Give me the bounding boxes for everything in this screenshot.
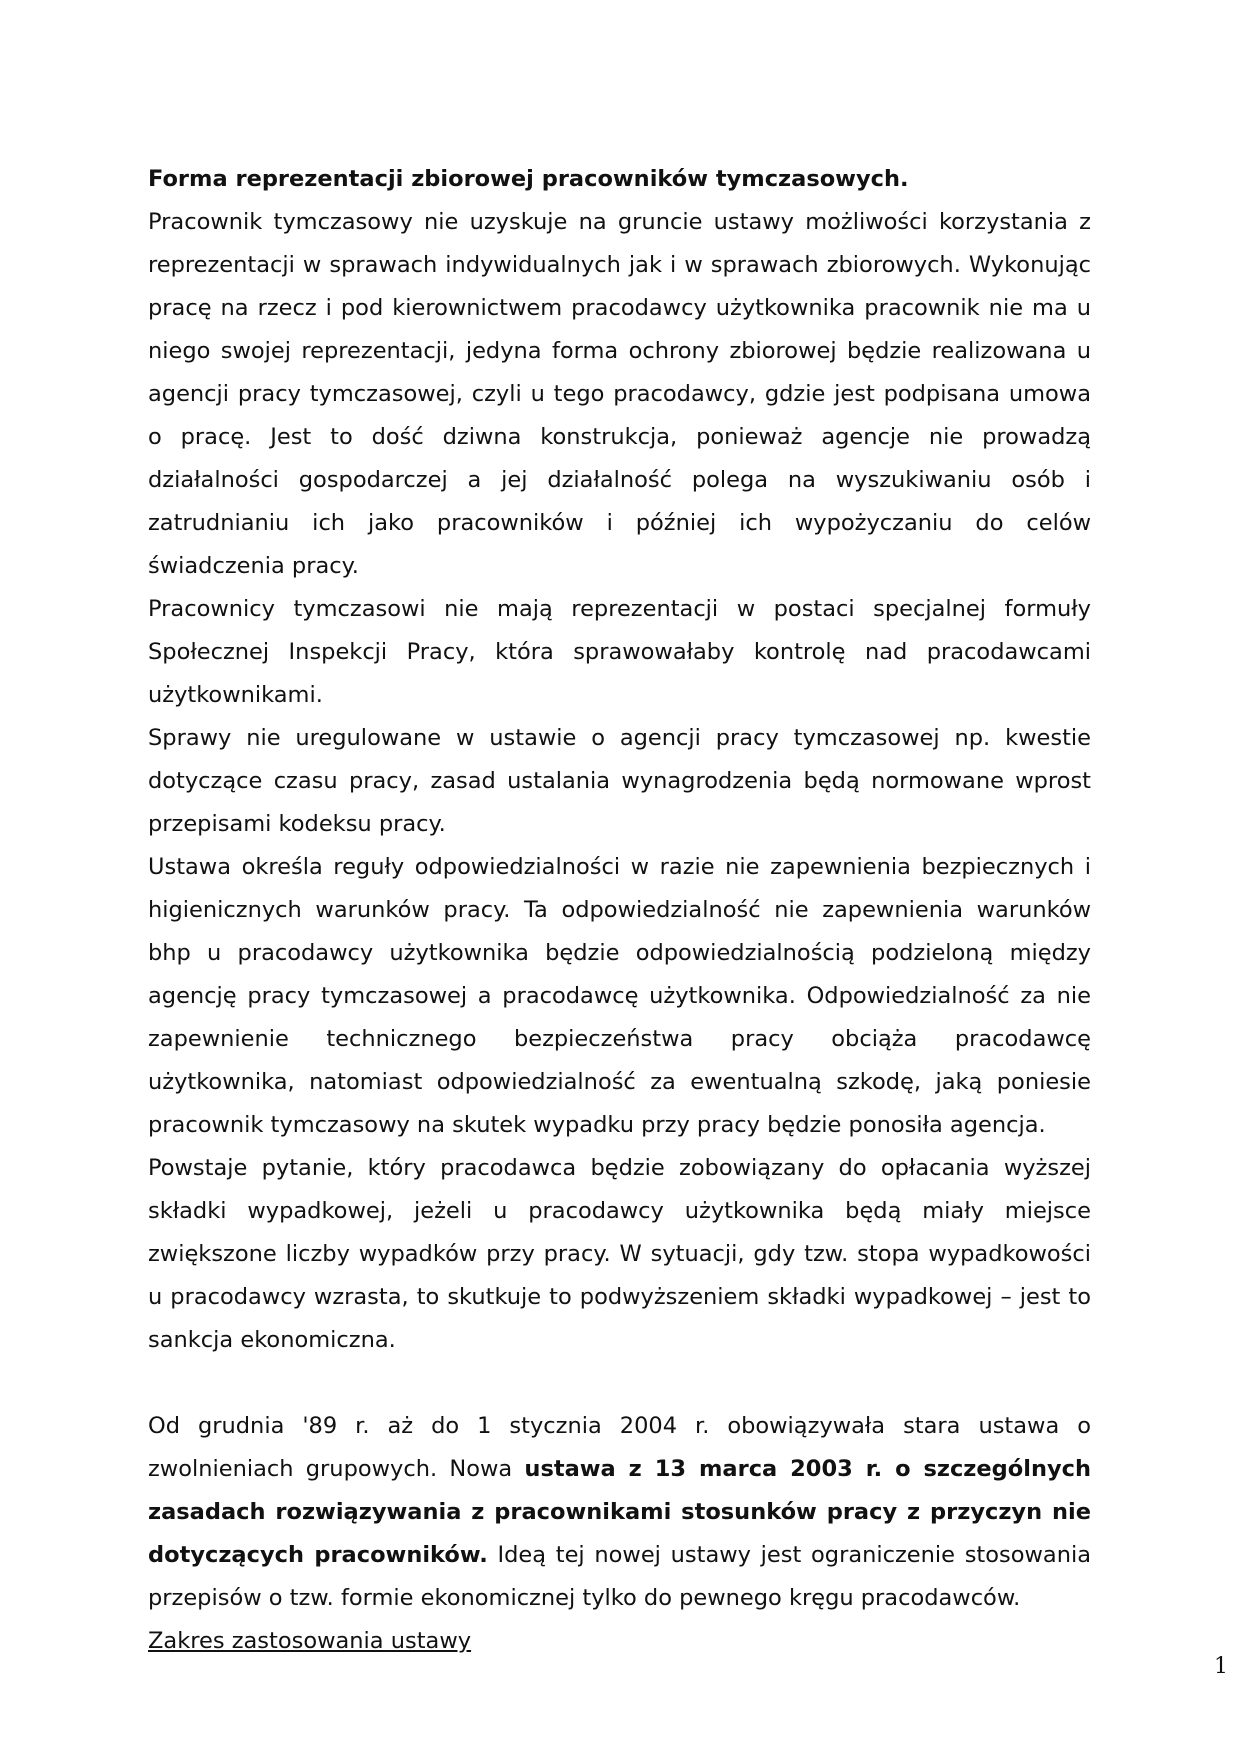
paragraph-liability: Ustawa określa reguły odpowiedzialności w razie nie zapewnienia bezpiecznych i higienicznych warunków pracy. Ta odpowiedzialność nie zapewnienia warunków bhp u pracodawcy użytkownika będzie odpowiedzialnością podzieloną między agencję pracy tymczasowej a pracodawcę użytkownika. Odpowiedzialność za nie zapewnienie technicznego bezpieczeństwa pracy obciąża pracodawcę użytkownika, natomiast odpowiedzialność za ewentualną szkodę, jaką poniesie pracownik tymczasowy na skutek wypadku przy pracy będzie ponosiła agencja. [148,854,1091,1138]
paragraph-labour-inspection: Pracownicy tymczasowi nie mają reprezentacji w postaci specjalnej formuły Społecznej Inspekcji Pracy, która sprawowałaby kontrolę nad pracodawcami użytkownikami. [148,596,1091,708]
document-page [148,158,1091,1663]
section-subheading: Zakres zastosowania ustawy [148,1628,472,1654]
page-number: 1 [1214,1654,1228,1679]
paragraph-spacer [148,1362,1091,1405]
group-layoffs-outro: Ideą tej nowej ustawy jest ograniczenie stosowania przepisów o tzw. formie ekonomicznej tylko do pewnego kręgu pracodawców. [148,1542,1091,1611]
paragraph-representation: Pracownik tymczasowy nie uzyskuje na gruncie ustawy możliwości korzystania z reprezentacji w sprawach indywidualnych jak i w sprawach zbiorowych. Wykonując pracę na rzecz i pod kierownictwem pracodawcy użytkownika pracownik nie ma u niego swojej reprezentacji, jedyna forma ochrony zbiorowej będzie realizowana u agencji pracy tymczasowej, czyli u tego pracodawcy, gdzie jest podpisana umowa o pracę. Jest to dość dziwna konstrukcja, ponieważ agencje nie prowadzą działalności gospodarczej a jej działalność polega na wyszukiwaniu osób i zatrudnianiu ich jako pracowników i później ich wypożyczaniu do celów świadczenia pracy. [148,209,1091,579]
group-layoffs-intro: Od grudnia '89 r. aż do 1 stycznia 2004 r. obowiązywała stara ustawa o zwolnieniach grupowych. Nowa [148,1413,1091,1482]
act-title: ustawa z 13 marca 2003 r. o szczególnych zasadach rozwiązywania z pracownikami stosunków pracy z przyczyn nie dotyczących pracowników. [148,1456,1091,1568]
document-heading: Forma reprezentacji zbiorowej pracowników tymczasowych. [148,166,909,192]
paragraph-labour-code: Sprawy nie uregulowane w ustawie o agencji pracy tymczasowej np. kwestie dotyczące czasu pracy, zasad ustalania wynagrodzenia będą normowane wprost przepisami kodeksu pracy. [148,725,1091,837]
paragraph-accident-contribution: Powstaje pytanie, który pracodawca będzie zobowiązany do opłacania wyższej składki wypadkowej, jeżeli u pracodawcy użytkownika będą miały miejsce zwiększone liczby wypadków przy pracy. W sytuacji, gdy tzw. stopa wypadkowości u pracodawcy wzrasta, to skutkuje to podwyższeniem składki wypadkowej – jest to sankcja ekonomiczna. [148,1155,1091,1353]
paragraph-group-layoffs [148,1405,1091,1620]
